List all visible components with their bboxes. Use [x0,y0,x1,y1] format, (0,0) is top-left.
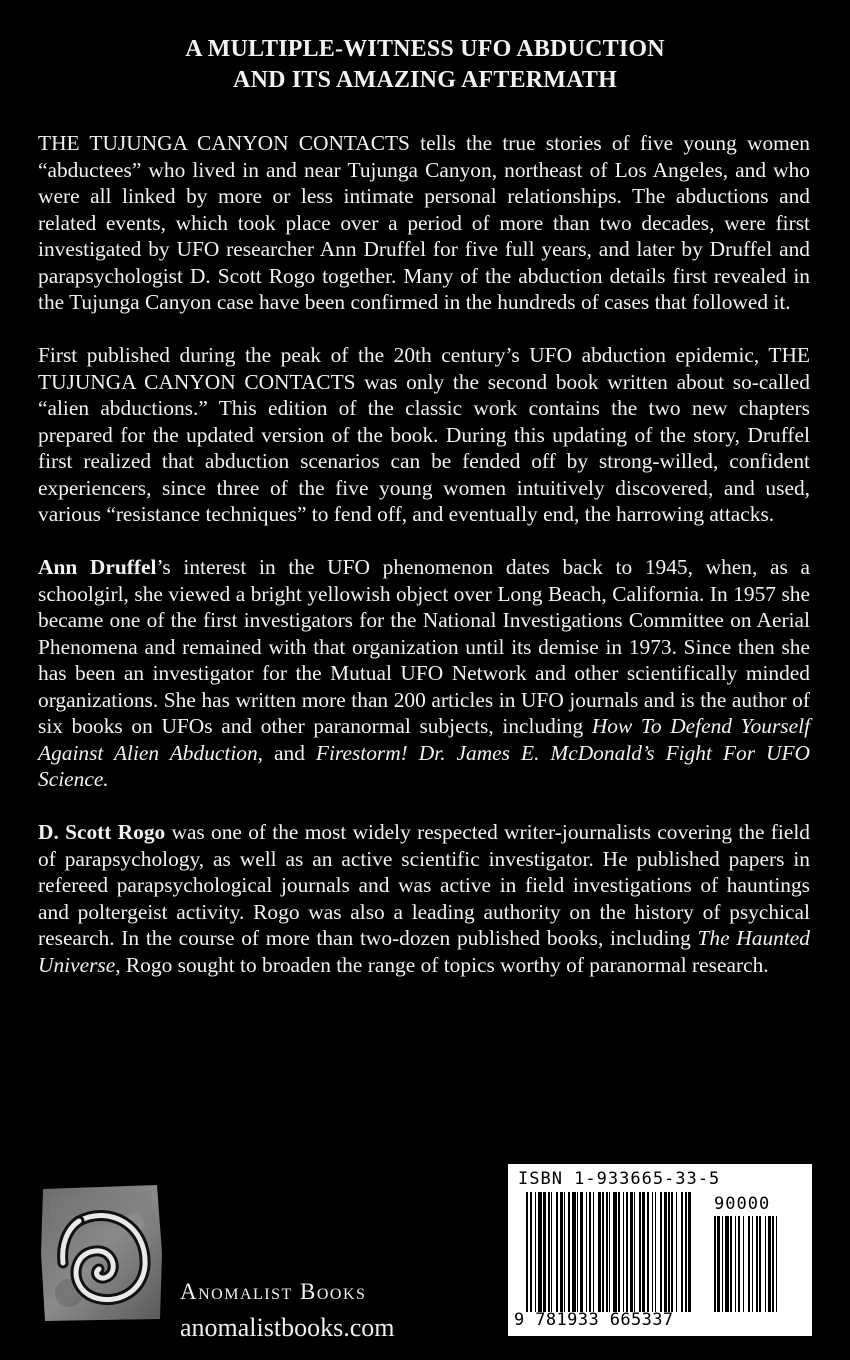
barcode-bar [589,1192,591,1312]
ean-barcode-bars [526,1192,702,1312]
addon-barcode-bars [714,1216,804,1312]
barcode-bar [642,1192,645,1312]
barcode-bar [685,1192,687,1312]
price-code: 90000 [714,1194,771,1214]
barcode-bar [623,1192,624,1312]
barcode-bar [652,1192,653,1312]
publisher-url: anomalistbooks.com [180,1313,395,1342]
barcode-bar [765,1216,766,1312]
barcode-bar [626,1192,628,1312]
barcode-bar [634,1192,635,1312]
paragraph-author-rogo [38,819,810,978]
barcode-bar [735,1216,736,1312]
barcode-bar [586,1192,587,1312]
isbn-label: ISBN 1-933665-33-5 [518,1169,721,1189]
barcode-bar [538,1192,542,1312]
barcode-bar [759,1216,761,1312]
barcode-bar [676,1192,677,1312]
cover-heading [0,34,850,96]
heading-line-1: A MULTIPLE-WITNESS UFO ABDUCTION [185,36,665,62]
barcode-bar [772,1216,774,1312]
barcode-bar [564,1192,565,1312]
barcode-bar [613,1192,617,1312]
barcode-bar [748,1216,750,1312]
paragraph-summary: THE TUJUNGA CANYON CONTACTS tells the true stories of five young women “abductees” who lived in and near Tujunga Canyon, northeast of Los Angeles, and who were all linked by more or less intimate personal relationships. The abductions and related events, which took place over a period of more than two decades, were first investigated by UFO researcher Ann Druffel for five full years, and later by Druffel and parapsychologist D. Scott Rogo together. Many of the abduction details first revealed in the Tujunga Canyon case have been confirmed in the hundreds of cases that followed it. [38,131,810,314]
publisher-name: Anomalist Books [180,1279,367,1304]
barcode-bar [580,1192,583,1312]
paragraph-author-druffel [38,554,810,793]
blurb-body [38,130,810,978]
paragraph-publication-history: First published during the peak of the 20th century’s UFO abduction epidemic, THE TUJUNGA CANYON CONTACTS was only the second book written about so-called “alien abductions.” This edition of the classic work contains the two new chapters prepared for the updated version of the book. During this updating of the story, Druffel first realized that abduction scenarios can be fended off by strong-willed, confident experiencers, since three of the five young women intuitively discovered, and used, various “resistance techniques” to fend off, and eventually end, the harrowing attacks. [38,343,810,526]
barcode-bar [776,1216,777,1312]
barcode-bar [668,1192,670,1312]
barcode-bar [572,1192,576,1312]
barcode-bar [618,1192,620,1312]
barcode-bar [722,1216,723,1312]
barcode-bar [671,1192,673,1312]
barcode-bar [655,1192,656,1312]
barcode-bar [577,1192,578,1312]
barcode-bar [717,1216,720,1312]
barcode-bar [568,1192,570,1312]
barcode-bar [725,1216,729,1312]
barcode-bar [530,1192,532,1312]
druffel-bio-text: ’s interest in the UFO phenomenon dates back to 1945, when, as a schoolgirl, she viewed a bright yellowish object over Long Beach, California. In 1957 she became one of the first investigators for the National Investigations Committee on Aerial Phenomena and remained with that organization until its demise in 1973. Since then she has been an investigator for the Mutual UFO Network and other scientifically minded organizations. She has written more than 200 articles in UFO journals and is the author of six books on UFOs and other paranormal subjects, including [38,555,810,738]
barcode-bar [526,1192,528,1312]
barcode-bar [606,1192,608,1312]
book-title-firestorm: Firestorm! Dr. James E. McDonald’s Fight For UFO Science. [38,740,810,791]
barcode-bar [738,1216,740,1312]
barcode-bar [598,1192,601,1312]
barcode-bar [688,1192,691,1312]
ean-digits: 9 781933 665337 [514,1310,674,1330]
barcode-bar [602,1192,604,1312]
book-title-haunted-universe: The Haunted Universe [38,926,810,977]
rogo-bio-text: was one of the most widely respected writer-journalists covering the field of parapsychology, as well as an active scientific investigator. He published papers in refereed parapsychological journals and was active in field investigations of hauntings and poltergeist activity. Rogo was also a leading authority on the history of psychical research. In the course of more than two-dozen published books, including [38,820,810,950]
heading-line-2: AND ITS AMAZING AFTERMATH [233,67,617,93]
barcode-bar [556,1192,558,1312]
barcode-bar [639,1192,641,1312]
barcode-bar [664,1192,667,1312]
barcode-bar [743,1216,744,1312]
barcode-bar [609,1192,610,1312]
barcode-bar [630,1192,633,1312]
barcode-bar [730,1216,732,1312]
author-name-rogo: D. Scott Rogo [38,820,166,844]
barcode-bar [543,1192,546,1312]
barcode-bar [551,1192,552,1312]
book-title-defend: How To Defend Yourself Against Alien Abduction [38,714,811,765]
barcode-bar [647,1192,649,1312]
publisher-spiral-logo-icon [39,1183,164,1323]
barcode-bar [593,1192,594,1312]
barcode-bar [714,1216,716,1312]
druffel-bio-connector: , and [257,740,316,765]
author-name-druffel: Ann Druffel [38,555,157,579]
barcode-bar [752,1216,753,1312]
barcode-bar [681,1192,683,1312]
barcode-bar [768,1216,771,1312]
publisher-block [180,1277,460,1345]
isbn-barcode [508,1164,812,1336]
barcode-bar [535,1192,536,1312]
barcode-bar [560,1192,563,1312]
barcode-bar [548,1192,550,1312]
rogo-bio-end: , Rogo sought to broaden the range of topics worthy of paranormal research. [115,952,769,977]
barcode-bar [756,1216,758,1312]
barcode-bar [660,1192,662,1312]
